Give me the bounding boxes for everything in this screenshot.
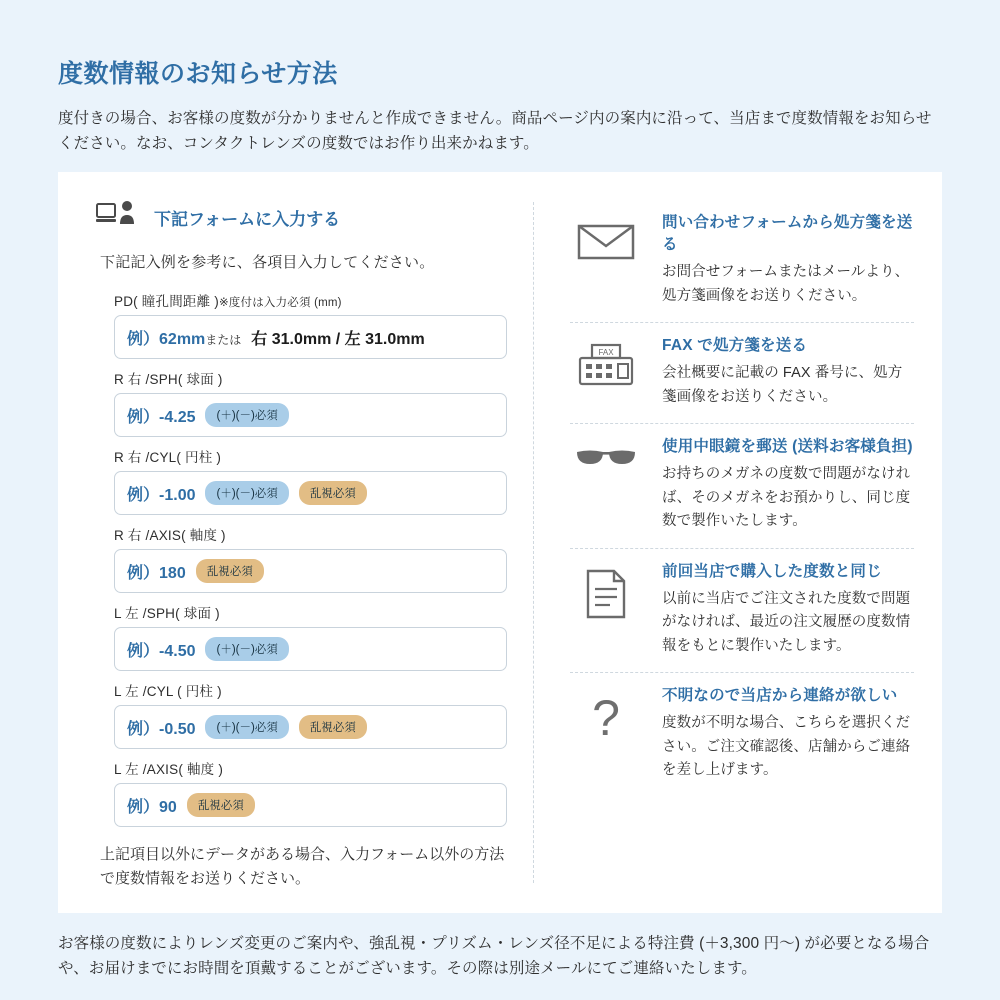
field-l-cyl [96, 680, 507, 749]
method-item-email [570, 200, 914, 323]
r-axis-input[interactable]: 例）180 乱視必須 [114, 549, 507, 593]
method-text: お問合せフォームまたはメールより、処方箋画像をお送りください。 [662, 264, 910, 304]
field-label: R 右 /AXIS( 軸度 ) [114, 528, 226, 544]
method-title: FAX で処方箋を送る [662, 337, 808, 355]
method-item-glasses [570, 424, 914, 548]
method-text: 以前に当店でご注文された度数で問題がなければ、最近の注文履歴の度数情報をもとに製作いたします。 [662, 590, 911, 654]
info-panel [58, 172, 942, 913]
r-cyl-input[interactable]: 例）-1.00 (＋)(－)必須 乱視必須 [114, 471, 507, 515]
method-text: お持ちのメガネの度数で問題がなければ、そのメガネをお預かりし、同じ度数で製作いたします。 [662, 466, 911, 530]
glasses-icon [570, 434, 642, 533]
field-label: PD( 瞳孔間距離 )※度付は入力必須 (mm) [114, 294, 342, 310]
envelope-icon [570, 210, 642, 308]
l-sph-input[interactable]: 例）-4.50 (＋)(－)必須 [114, 627, 507, 671]
form-heading-label: 下記フォームに入力する [154, 210, 341, 230]
l-cyl-input[interactable]: 例）-0.50 (＋)(－)必須 乱視必須 [114, 705, 507, 749]
question-mark-icon: ? [592, 690, 620, 747]
method-text: 会社概要に記載の FAX 番号に、処方箋画像をお送りください。 [662, 365, 903, 405]
method-title: 前回当店で購入した度数と同じ [662, 562, 882, 580]
field-r-axis [96, 524, 507, 593]
method-text: 度数が不明な場合、こちらを選択ください。ご注文確認後、店舗からご連絡を差し上げます。 [662, 715, 911, 779]
method-title: 問い合わせフォームから処方箋を送る [662, 214, 913, 254]
field-pd [96, 290, 507, 359]
pd-input[interactable]: 例）62mmまたは 右 31.0mm / 左 31.0mm [114, 315, 507, 359]
tag-astigmatism-required: 乱視必須 [299, 715, 367, 739]
tag-astigmatism-required: 乱視必須 [299, 481, 367, 505]
field-label: L 左 /CYL ( 円柱 ) [114, 684, 222, 700]
method-item-fax [570, 323, 914, 424]
field-r-cyl [96, 446, 507, 515]
field-label: R 右 /SPH( 球面 ) [114, 372, 223, 388]
form-lead-text: 下記記入例を参考に、各項目入力してください。 [100, 254, 435, 272]
field-label: L 左 /AXIS( 軸度 ) [114, 762, 224, 778]
intro-text: 度付きの場合、お客様の度数が分かりませんと作成できません。商品ページ内の案内に沿って、当店まで度数情報をお知らせください。なお、コンタクトレンズの度数ではお作り出来かねます。 [58, 110, 932, 153]
field-l-sph [96, 602, 507, 671]
pd-alt-example: 右 31.0mm / 左 31.0mm [251, 330, 425, 348]
tag-plusminus-required: (＋)(－)必須 [205, 637, 288, 661]
field-l-axis [96, 758, 507, 827]
field-r-sph [96, 368, 507, 437]
tag-plusminus-required: (＋)(－)必須 [205, 403, 288, 427]
page-title: 度数情報のお知らせ方法 [58, 60, 338, 88]
column-divider [533, 202, 534, 883]
r-sph-input[interactable]: 例）-4.25 (＋)(－)必須 [114, 393, 507, 437]
tag-astigmatism-required: 乱視必須 [196, 559, 264, 583]
method-item-unknown [570, 673, 914, 796]
tag-astigmatism-required: 乱視必須 [187, 793, 255, 817]
form-footnote: 上記項目以外にデータがある場合、入力フォーム以外の方法で度数情報をお送りください。 [100, 846, 505, 888]
field-label: L 左 /SPH( 球面 ) [114, 606, 220, 622]
tag-plusminus-required: (＋)(－)必須 [205, 715, 288, 739]
svg-text:FAX: FAX [598, 348, 614, 358]
field-label: R 右 /CYL( 円柱 ) [114, 450, 222, 466]
method-title: 不明なので当店から連絡が欲しい [662, 687, 898, 705]
method-item-previous-order [570, 549, 914, 673]
form-column [68, 194, 523, 891]
form-heading [96, 200, 507, 235]
bottom-note: お客様の度数によりレンズ変更のご案内や、強乱視・プリズム・レンズ径不足による特注費 (＋3,300 円〜) が必要となる場合や、お届けまでにお時間を頂戴することがございます。その際は別途メールにてご連絡いたします。 [58, 935, 930, 978]
tag-plusminus-required: (＋)(－)必須 [205, 481, 288, 505]
fax-icon [570, 333, 642, 409]
method-title: 使用中眼鏡を郵送 (送料お客様負担) [662, 438, 913, 456]
l-axis-input[interactable]: 例）90 乱視必須 [114, 783, 507, 827]
person-laptop-icon [96, 200, 140, 235]
methods-column [544, 194, 932, 891]
document-icon [570, 559, 642, 658]
